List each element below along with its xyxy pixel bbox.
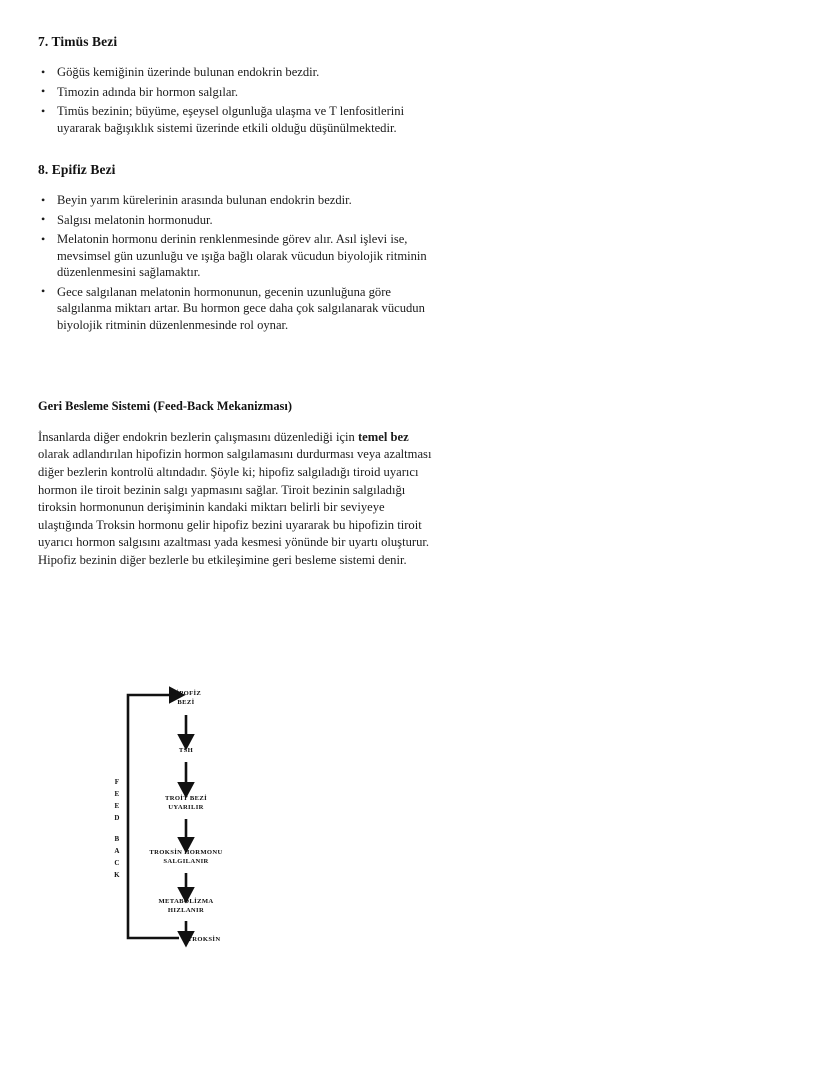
loop-letter-f: F <box>114 778 120 786</box>
section-heading: 7. Timüs Bezi <box>38 34 118 49</box>
loop-letter-a: A <box>114 847 120 855</box>
section-epifiz-bezi <box>38 162 438 333</box>
list-item: • Gece salgılanan melatonin hormonunun, gecenin uzunluğuna göre salgılanma miktarı artar. Bu hormon gece daha çok salgılanarak vücudun biyolojik ritminin düzenlenmesinde rol oynar. <box>38 284 438 334</box>
list-item: • Salgısı melatonin hormonudur. <box>38 212 438 229</box>
feed-back-caption <box>114 778 120 879</box>
loop-letter-b: B <box>114 835 120 843</box>
loop-letter-c: C <box>114 859 120 867</box>
loop-letter-e2: E <box>114 802 120 810</box>
paragraph-text-part1: İnsanlarda diğer endokrin bezlerin çalışmasını düzenlediği için <box>38 429 358 444</box>
feed-back-flow-diagram <box>100 682 310 957</box>
loop-letter-k: K <box>114 871 120 879</box>
document-content <box>38 34 438 570</box>
loop-letter-d: D <box>114 814 120 822</box>
paragraph-emphasis: temel bez <box>357 429 409 444</box>
list-item: • Göğüs kemiğinin üzerinde bulunan endokrin bezdir. <box>38 64 438 81</box>
bullet-list <box>38 64 438 136</box>
section-heading: 8. Epifiz Bezi <box>38 162 116 178</box>
section-timus-bezi <box>38 34 438 136</box>
list-item: • Melatonin hormonu derinin renklenmesinde görev alır. Asıl işlevi ise, mevsimsel gün uzunluğu ve ışığa bağlı olarak vücudun biyolojik ritminin düzenlenmesini sağlamaktır. <box>38 231 438 281</box>
node-troksin-line1: TROKSİN <box>187 936 221 943</box>
section-geri-besleme <box>38 399 438 569</box>
list-item: • Timüs bezinin; büyüme, eşeysel olgunluğa ulaşma ve T lenfositlerini uyararak bağışıklık sistemi üzerinde etkili olduğu düşünülmektedir. <box>38 103 438 136</box>
list-item: • Timozin adında bir hormon salgılar. <box>38 84 438 101</box>
paragraph-text-part2: olarak adlandırılan hipofizin hormon salgılamasını durdurması veya azaltması diğer bezlerin kontrolü altındadır. Şöyle ki; hipofiz salgıladığı tiroid uyarıcı hormon ile tiroit bezinin salgı yapmasını sağlar. Tiroit bezinin salgıladığı tiroksin hormonunun derişiminin kandaki miktarı belirli bir seviyeye ulaştığında Troksin hormonu gelir hipofiz bezini uyararak bu hipofizin tiroit uyarıcı hormon salgısını azaltması yada kesmesi yönünde bir uyartı oluşturur. Hipofiz bezinin diğer bezlerle bu etkileşimine geri besleme sistemi denir. <box>38 447 432 568</box>
loop-letter-e1: E <box>114 790 120 798</box>
node-metabolizma-line1: METABOLİZMA <box>158 898 214 905</box>
paragraph <box>38 429 438 570</box>
node-troksin-hormonu-line1: TROKSİN HORMONU <box>149 849 223 856</box>
node-hipofiz-line1: HİPOFİZ <box>170 690 202 697</box>
list-item: • Beyin yarım kürelerinin arasında bulunan endokrin bezdir. <box>38 192 438 209</box>
node-tsh-line1: TSH <box>178 747 194 754</box>
node-troit-bezi <box>165 795 207 811</box>
node-tsh <box>179 747 194 754</box>
node-hipofiz-line2: BEZİ <box>177 699 195 706</box>
node-troit-line2: UYARILIR <box>168 804 204 811</box>
sub-heading: Geri Besleme Sistemi (Feed-Back Mekanizması) <box>38 399 292 414</box>
bullet-list <box>38 192 438 333</box>
node-hipofiz <box>171 690 202 706</box>
node-troksin-hormonu-line2: SALGILANIR <box>163 858 209 865</box>
flow-diagram-svg <box>100 682 310 957</box>
node-metabolizma <box>158 898 213 914</box>
node-metabolizma-line2: HIZLANIR <box>167 907 205 914</box>
node-troit-line1: TROİT BEZİ <box>164 795 208 802</box>
node-troksin-hormonu <box>149 849 222 865</box>
node-troksin <box>188 936 221 943</box>
